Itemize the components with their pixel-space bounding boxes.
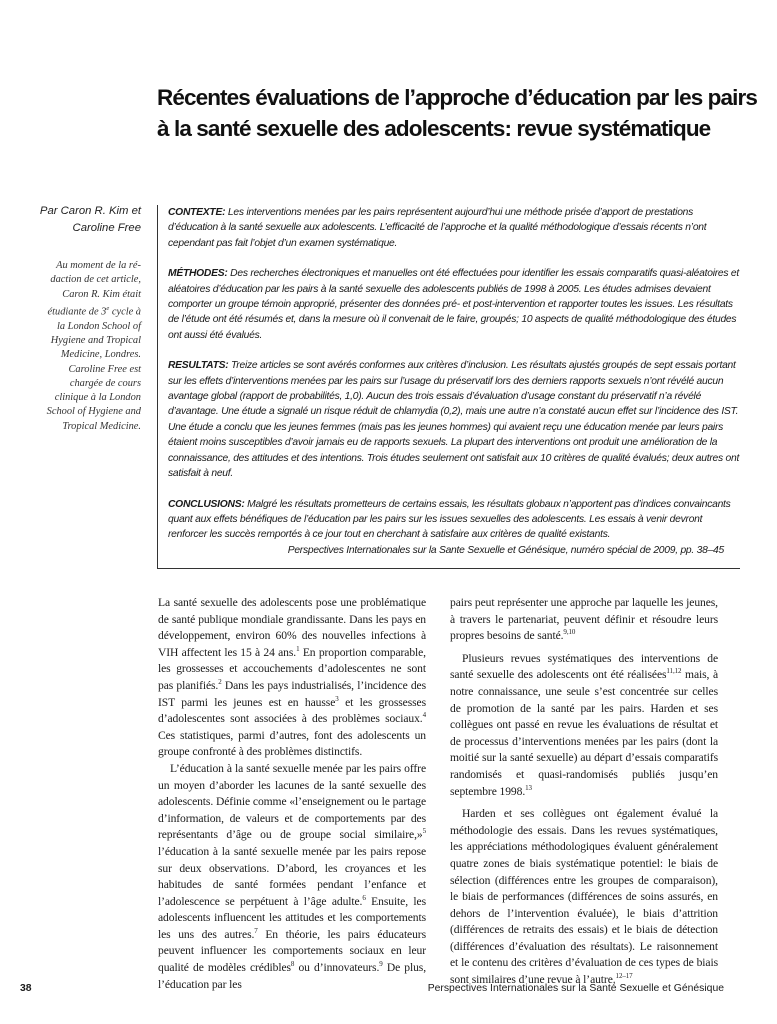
author-note-line: Au moment de la ré- bbox=[56, 260, 141, 271]
author-note-line: Hygiene and Tropical bbox=[50, 334, 141, 346]
article-title-line-2: à la santé sexuelle des adolescents: revue systématique bbox=[157, 116, 711, 141]
author-note-line: Medicine, Londres. bbox=[60, 349, 141, 361]
byline bbox=[20, 203, 141, 237]
author-note-line: Caron R. Kim était bbox=[62, 288, 141, 300]
byline-line-2: Caroline Free bbox=[72, 222, 141, 234]
abstract-citation: Perspectives Internationales sur la Sante Sexuelle et Génésique, numéro spécial de 2009, pp. 38–45 bbox=[287, 544, 724, 556]
author-note-line: la London School of bbox=[57, 320, 141, 332]
body-paragraph: La santé sexuelle des adolescents pose une problématique de santé publique mondiale grandissante. Dans les pays en développement, environ 60% des nouvelles infections à VIH affectent les 15 à 24 ans.$^1$ En proportion comparable, les grossesses et accouchements d’adolescentes ne sont pas planifiés.$^2$ Dans les pays industrialisés, l’incidence des IST parmi les jeunes est en hausse$^3$ et les grossesses d’adolescentes sont associées à des problèmes sociaux.$^4$ Ces statistiques, parmi d’autres, font des adolescents un groupe confronté à des problèmes distinctifs. bbox=[158, 596, 426, 759]
author-note-line: clinique à la London bbox=[54, 392, 141, 404]
page-footer bbox=[20, 983, 724, 997]
author-note-line: étudiante de 3e cycle à bbox=[47, 304, 141, 318]
author-note-line: Caroline Free est bbox=[68, 363, 141, 375]
body-paragraph: pairs peut représenter une approche par laquelle les jeunes, à travers le partenariat, peuvent définir et résoudre leurs propres besoins de santé.$^{9,10}$ bbox=[450, 596, 718, 643]
abstract-results: RESULTATS: Treize articles se sont avérés conformes aux critères d’inclusion. Les résultats ajustés groupés de sept essais portant sur les effets d’interventions menées par les pairs sur l’usage du préservatif lors des derniers rapports sexuels n’ont révélé aucun avantage global (rapport de probabilités, 1,0). Aucun des trois essais d’évaluation d’usage constant du préservatif n’a révélé d’avantage. Une étude a signalé un risque réduit de chlamydia (0,2), mais une autre n’a constaté aucun effet sur l’incidence des IST. Une étude a conclu que les jeunes femmes (mais pas les jeunes hommes) qui avaient reçu une éducation menée par leurs pairs étaient moins susceptibles d’avoir jamais eu de rapports sexuels. La plupart des interventions ont produit une amélioration de la connaissance, des attitudes et des intentions. Trois études seulement ont satisfait aux 10 critères de qualité évalués; deux autres ont satisfait à neuf. bbox=[168, 360, 740, 480]
abstract-conclusions: CONCLUSIONS: Malgré les résultats prometteurs de certains essais, les résultats globaux n’apportent pas d’indices convaincants quant aux effets bénéfiques de l’éducation par les pairs sur les issues sexuelles des adolescents. Les essais à venir devront renforcer les succès remportés à ce jour tout en cherchant à satisfaire aux critères de qualité existants. bbox=[168, 498, 731, 541]
page-number: 38 bbox=[20, 983, 32, 994]
journal-name: Perspectives Internationales sur la Santé Sexuelle et Génésique bbox=[427, 983, 724, 994]
abstract-context: CONTEXTE: Les interventions menées par les pairs représentent aujourd’hui une méthode prisée d’apport de prestations d’éducation à la santé sexuelle aux adolescents. L’efficacité de l’approche et la qualité méthodologique d’essais récents n’ont cependant pas fait l’objet d’un examen systématique. bbox=[168, 207, 707, 249]
byline-line-1: Par Caron R. Kim et bbox=[39, 205, 141, 217]
article-title bbox=[157, 82, 757, 144]
author-note-line: daction de cet article, bbox=[50, 274, 141, 286]
abstract-methods: MÉTHODES: Des recherches électroniques et manuelles ont été effectuées pour identifier les essais comparatifs quasi-aléatoires et aléatoires d’éducation par les pairs à la santé sexuelle des adolescents publiés de 1998 à 2005. Les études admises devaient comporter un groupe témoin approprié, présenter des données pré- et post-intervention et rapporter toutes les issues. Les résultats de l’étude ont été résumés et, dans la mesure où il convenait de le faire, groupés; 10 aspects de qualité méthodologique des études ont aussi été évalués. bbox=[168, 268, 739, 341]
body-paragraph: Plusieurs revues systématiques des interventions de santé sexuelle des adolescents ont été réalisées$^{11,12}$ mais, à notre connaissance, une seule s’est concentrée sur celles de promotion de la santé par les pairs. Harden et ses collègues ont passé en revue les évaluations de résultat et de processus d’interventions menées par les pairs (dont la moitié sur la santé sexuelle) au départ d’essais comparatifs randomisés et quasi-randomisés publiés jusqu’en septembre 1998.13 bbox=[450, 651, 718, 798]
body-column-left bbox=[158, 595, 426, 993]
author-note-line: chargée de cours bbox=[69, 377, 141, 389]
author-note-line: Tropical Medicine. bbox=[62, 420, 141, 432]
body-paragraph: Harden et ses collègues ont également évalué la méthodologie des essais. Dans les revues systématiques, les appréciations méthodologiques évaluent généralement quatre zones de biais systématique potentiel: le biais de sélection (différences entre les groupes de comparaison), le biais de performances (différences de soins assurés, en dehors de l’intervention évaluée), le biais d’attrition (différences de retraits des essais) et le biais de détection (différences d’évaluation des résultats). Le raisonnement et le contenu des critères d’évaluation de ces types de biais sont similaires d’une revue à l’autre.$^{12-17}$ bbox=[450, 807, 718, 987]
article-title-line-1: Récentes évaluations de l’approche d’éducation par les pairs bbox=[157, 85, 757, 110]
author-note-line: School of Hygiene and bbox=[46, 406, 141, 418]
body-paragraph: L’éducation à la santé sexuelle menée par les pairs offre un moyen d’aborder les lacunes de la santé sexuelle des adolescents. Définie comme «l’enseignement ou le partage d’information, de valeurs et de comportements par des représentants d’âge ou de groupe social similaire,»$^5$ l’éducation à la santé sexuelle menée par les pairs repose sur deux observations. D’abord, les croyances et les habitudes de santé formées pendant l’enfance et l’adolescence se perpétuent à l’âge adulte.$^6$ Ensuite, les adolescents influencent les attitudes et les comportements les uns des autres.$^7$ En théorie, les pairs éducateurs peuvent influencer les comportements sociaux en leur qualité de modèles crédibles$^8$ ou d’innovateurs.$^9$ De plus, l’éducation par les bbox=[158, 761, 427, 991]
author-note bbox=[20, 259, 141, 434]
abstract-box bbox=[157, 205, 740, 569]
body-column-right bbox=[450, 595, 718, 989]
